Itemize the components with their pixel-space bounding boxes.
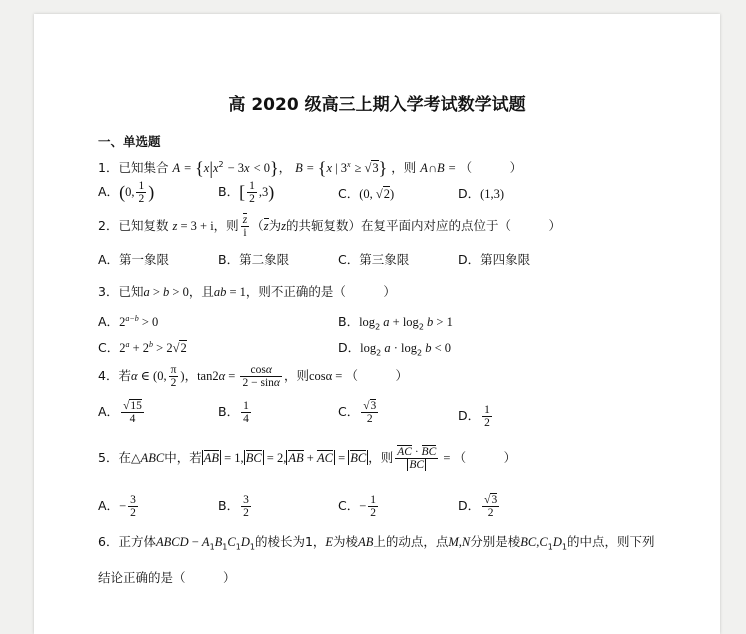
q1-option-a[interactable]: A．(0, $\frac{1}{2}$ ): [98, 180, 155, 206]
question-5: 5．在△ABC中，若 AB = 1, BC = 2, AB + AC = BC ，则 $\frac{AC \cdot BC}{BC}$ = （ ）: [98, 446, 517, 472]
question-6-line2: 结论正确的是（ ）: [98, 570, 236, 585]
q1-option-c[interactable]: C．(0, √2): [338, 186, 395, 201]
q5-option-b[interactable]: B． $\frac{3}{2}$: [218, 494, 249, 520]
exam-page: [34, 14, 720, 634]
q1-option-b[interactable]: B．[ $\frac{1}{2}$ ,3): [218, 180, 275, 206]
section-title: 一、单选题: [98, 134, 161, 149]
q3-option-d[interactable]: D．$\log_2 a \cdot \log_2 b < 0$: [338, 340, 452, 358]
q1-paren: （ ）: [459, 160, 523, 175]
q1-text: 已知集合: [118, 160, 169, 175]
page-title: 高 2020 级高三上期入学考试数学试题: [228, 95, 526, 115]
q2-option-b[interactable]: B．第二象限: [218, 252, 290, 267]
q5-option-a[interactable]: A．− $\frac{3}{2}$: [98, 494, 136, 520]
question-4: 4．若α ∈ (0, $\frac{\pi}{2}$ )，tan2α = $\frac{\cos\alpha}{2 - \sin\alpha}$ ，则cosα = （ ）: [98, 364, 408, 390]
q2-option-d[interactable]: D．第四象限: [458, 252, 531, 267]
q3-option-a[interactable]: A．$2^{a-b} > 0$: [98, 313, 159, 329]
question-3: 3．已知a > b > 0，且ab = 1，则不正确的是（ ）: [98, 284, 396, 299]
q2-option-c[interactable]: C．第三象限: [338, 252, 410, 267]
q1-then: ，则: [391, 160, 417, 175]
q1-set-a: A: [172, 161, 181, 175]
question-6: 6．正方体ABCD − $A_1B_1C_1D_1$的棱长为1，E为棱AB上的动点，点M,N分别是棱$BC,C_1D_1$的中点，则下列: [98, 534, 655, 552]
q4-option-d[interactable]: D． $\frac{1}{2}$: [458, 404, 490, 430]
q1-option-d[interactable]: D．(1,3): [458, 186, 505, 201]
q3-option-c[interactable]: C．$2^a + 2^b > 2√2$: [98, 339, 187, 355]
q1-number: 1．: [98, 160, 119, 175]
q4-option-a[interactable]: A． $\frac{√15}{4}$: [98, 400, 142, 426]
q4-option-c[interactable]: C． $\frac{√3}{2}$: [338, 400, 377, 426]
question-2: 2．已知复数 z = 3 + i，则 $\frac{z}{i}$ （z为z的共轭复数）在复平面内对应的点位于（ ）: [98, 214, 561, 240]
q3-option-b[interactable]: B．$\log_2 a + \log_2 b > 1$: [338, 314, 453, 332]
q5-option-c[interactable]: C．− $\frac{1}{2}$: [338, 494, 377, 520]
q5-option-d[interactable]: D． $\frac{√3}{2}$: [458, 494, 498, 520]
q2-option-a[interactable]: A．第一象限: [98, 252, 170, 267]
question-1: 1．已知集合 $A = \{x|x^2 - 3x < 0\}$， B = {x | 3$^x$ ≥ √3} ，则 A∩B = （ ）: [98, 158, 523, 178]
q4-option-b[interactable]: B． $\frac{1}{4}$: [218, 400, 249, 426]
